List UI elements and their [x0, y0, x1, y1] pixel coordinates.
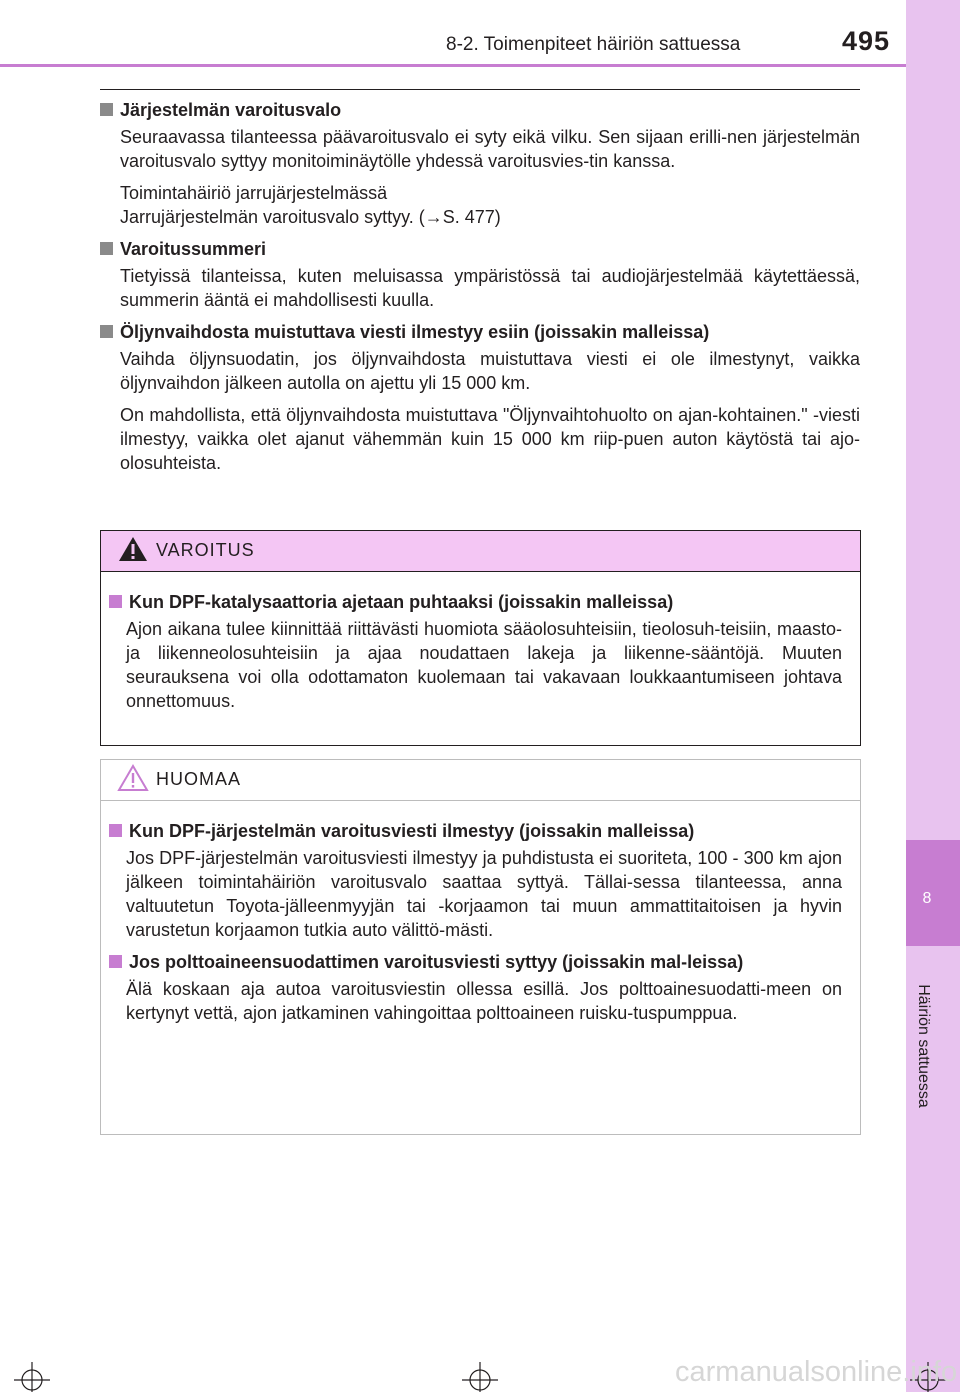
notice-heading: Jos polttoaineensuodattimen varoitusviesti syttyy (joissakin mal-leissa): [129, 952, 744, 972]
chapter-name: Häiriön sattuessa: [915, 984, 932, 1108]
notice-item: [109, 819, 842, 942]
notice-text: Jos DPF-järjestelmän varoitusviesti ilmestyy ja puhdistusta ei suoriteta, 100 - 300 km ajon jälkeen toimintahäiriön varoitusvalo saattaa syttyä. Tällai-sessa tilanteessa, anna valtuutetun Toyota-jälleenmyyjän tai -korjaamon tai muun ammattitaitoisen ja hyvin varustetun korjaamon tutkia auto välittö-mästi.: [126, 848, 842, 940]
warning-buzzer-section: [100, 237, 860, 312]
notice-box: [100, 759, 861, 1135]
paragraph-lines: [120, 181, 860, 229]
paragraph: Seuraavassa tilanteessa päävaroitusvalo ei syty eikä vilku. Sen sijaan erilli-nen järjestelmän varoitusvalo syttyy monitoiminäytölle yhdessä varoitusvies-tin kanssa.: [120, 127, 860, 171]
main-content: [100, 98, 860, 483]
notice-text: Älä koskaan aja autoa varoitusviestin ollessa esillä. Jos polttoainesuodatti-meen on kertynyt vettä, ajon jatkaminen vahingoittaa polttoaineen ruisku-tuspumppua.: [126, 979, 842, 1023]
warning-title: VAROITUS: [156, 540, 255, 560]
square-bullet-icon: [100, 325, 113, 338]
warning-box-body: [101, 572, 860, 713]
paragraph: Vaihda öljynsuodatin, jos öljynvaihdosta muistuttava viesti ei ole ilmestynyt, vaikka öljynvaihdon jälkeen autolla on ajettu yli 15 000 km.: [120, 349, 860, 393]
header-rule: [0, 64, 906, 67]
paragraph: Tietyissä tilanteissa, kuten meluisassa ympäristössä tai audiojärjestelmää käytettäessä, summerin ääntä ei mahdollisesti kuulla.: [120, 266, 860, 310]
page-number: 495: [842, 26, 891, 56]
notice-box-body: [101, 801, 860, 1025]
notice-heading: Kun DPF-järjestelmän varoitusviesti ilmestyy (joissakin malleissa): [129, 821, 695, 841]
chapter-number: 8: [922, 890, 932, 907]
watermark: carmanualsonline.info: [675, 1356, 958, 1388]
caution-triangle-icon: [117, 764, 149, 792]
notice-title: HUOMAA: [156, 769, 242, 789]
system-warning-light-section: [100, 98, 860, 229]
square-bullet-icon: [100, 103, 113, 116]
square-bullet-icon: [109, 595, 122, 608]
section-heading: Varoitussummeri: [120, 239, 267, 259]
section-title: 8-2. Toimenpiteet häiriön sattuessa: [446, 34, 741, 55]
warning-triangle-icon: [117, 535, 149, 563]
notice-item: [109, 950, 842, 1025]
warning-text: Ajon aikana tulee kiinnittää riittävästi huomiota sääolosuhteisiin, tieolosuh-teisiin, maasto- ja liikenneolosuhteisiin ja ajaa noudattaen lakeja ja liikenne-sääntöjä. Muuten seurauksena voi olla odottamaton kuolemaan tai vakavaan loukkaantumiseen johtava onnettomuus.: [126, 619, 842, 711]
content-top-rule: [100, 89, 860, 90]
thumb-tab: [906, 0, 960, 1392]
paragraph-line: Toimintahäiriö jarrujärjestelmässä: [120, 183, 388, 203]
warning-box-header: [101, 531, 860, 572]
chapter-name-wrapper: [904, 966, 942, 1126]
warning-box: [100, 530, 861, 746]
paragraph-line: Jarrujärjestelmän varoitusvalo syttyy. (→S. 477): [120, 207, 501, 227]
warning-heading: Kun DPF-katalysaattoria ajetaan puhtaaksi (joissakin malleissa): [129, 592, 674, 612]
paragraph: On mahdollista, että öljynvaihdosta muistuttava "Öljynvaihtohuolto on ajan-kohtainen." -viesti ilmestyy, vaikka olet ajanut vähemmän kuin 15 000 km riip-puen auton käytöstä tai ajo-olosuhteista.: [120, 405, 860, 473]
notice-box-header: [101, 760, 860, 801]
section-heading: Öljynvaihdosta muistuttava viesti ilmestyy esiin (joissakin malleissa): [120, 322, 710, 342]
square-bullet-icon: [109, 955, 122, 968]
oil-change-reminder-section: [100, 320, 860, 475]
section-heading: Järjestelmän varoitusvalo: [120, 100, 342, 120]
square-bullet-icon: [100, 242, 113, 255]
square-bullet-icon: [109, 824, 122, 837]
